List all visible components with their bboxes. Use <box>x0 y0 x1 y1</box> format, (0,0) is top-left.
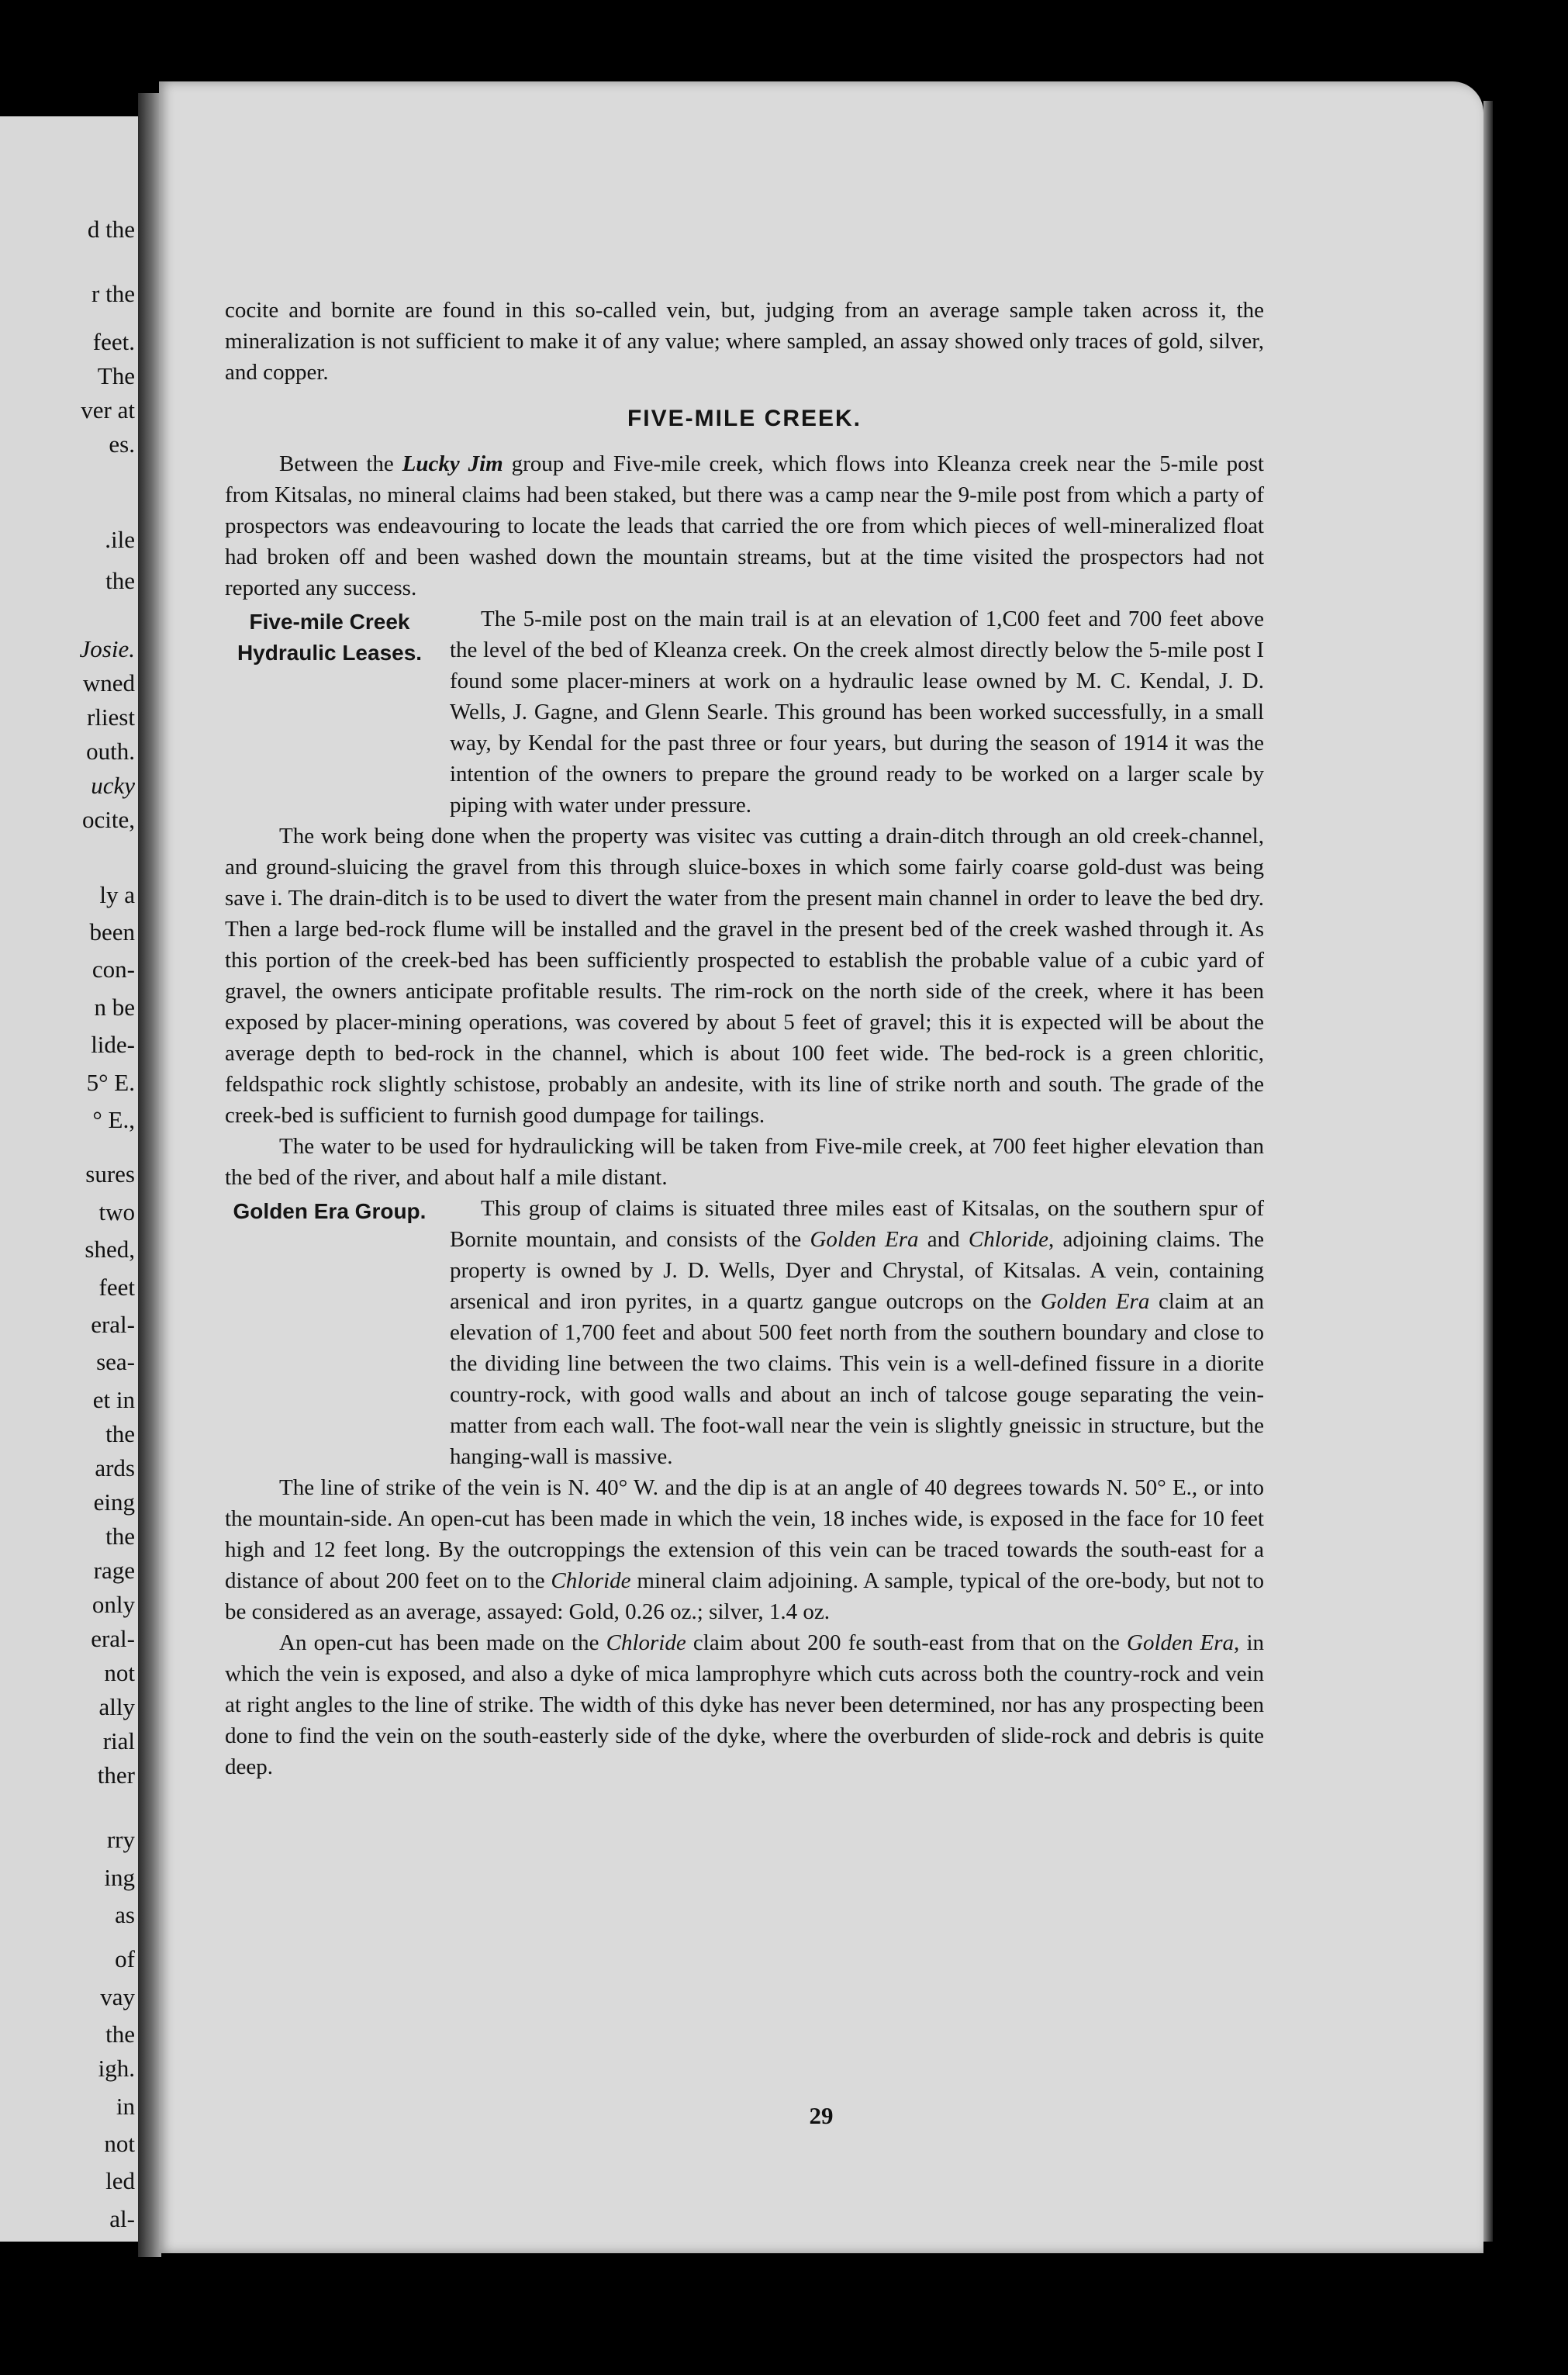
paragraph-open-cut <box>225 1627 1264 1782</box>
facing-page-fragment: feet. <box>92 327 135 355</box>
facing-page-fragment: con- <box>92 956 135 984</box>
facing-page-fragment: rial <box>102 1727 135 1754</box>
para5-a: This group of claims is situated three miles east of Kitsalas, on the southern spur of Bornite mountain, and consists of the <box>450 1196 1264 1252</box>
facing-page-fragment: only <box>92 1590 135 1618</box>
facing-page-fragment: not <box>104 1658 135 1686</box>
paragraph-hydraulic: The 5-mile post on the main trail is at an elevation of 1,C00 feet and 700 feet above the level of the bed of Kleanza creek. On the creek almost directly below the 5-mile post I found some placer-miners at work on a hydraulic lease owned by M. C. Kendal, J. D. Wells, J. Gagne, and Glenn Searle. This ground has been worked successfully, in a small way, by Kendal for the past three or four years, but during the season of 1914 it was the intention of the owners to prepare the ground ready to be worked on a larger scale by piping with water under pressure. <box>450 607 1264 818</box>
section-heading: FIVE-MILE CREEK. <box>627 406 862 431</box>
facing-page-fragment: Josie. <box>79 634 135 662</box>
facing-page-fragment: ards <box>95 1454 135 1481</box>
facing-page-fragment: not <box>104 2130 135 2157</box>
facing-page-fragment: eral- <box>91 1624 135 1652</box>
para5-i1: Golden Era <box>810 1227 919 1252</box>
facing-page-fragment: two <box>98 1198 135 1226</box>
facing-page-fragment: ally <box>98 1692 135 1720</box>
paragraph-strike <box>225 1472 1264 1627</box>
facing-page-fragment: the <box>105 1419 135 1447</box>
page-edge-shadow <box>1483 101 1493 2242</box>
para6-b: mineral claim adjoining. A sample, typical of the ore-body, but not to be considered as an average, assayed: Gold, 0.26 oz.; silver, 1.4 oz. <box>225 1568 1264 1624</box>
para7-i2: Golden Era <box>1127 1630 1235 1655</box>
sidehead-hydraulic-leases: Five-mile Creek Hydraulic Leases. <box>237 610 423 665</box>
facing-page-fragment: 5° E. <box>86 1068 135 1096</box>
page-text <box>225 295 1264 1782</box>
para5-i2: Chloride <box>968 1227 1049 1252</box>
facing-page-fragment: as <box>115 1901 135 1929</box>
para1-post: group and Five-mile creek, which flows into Kleanza creek near the 5-mile post from Kitsalas, no mineral claims had been staked, but there was a camp near the 9-mile post from which a party of prospectors was endeavouring to locate the leads that carried the ore from which pieces of well-mineralized float had broken off and been washed down the mountain streams, but at the time visited the prospectors had not reported any success. <box>225 451 1264 600</box>
facing-page-fragment: led <box>105 2167 135 2195</box>
golden-era-block <box>225 1193 1264 1472</box>
facing-page-fragment: feet <box>98 1273 135 1301</box>
hydraulic-leases-block <box>225 603 1264 821</box>
sidehead-golden-era: Golden Era Group. <box>233 1199 427 1223</box>
facing-page-fragment: ocite, <box>82 805 135 833</box>
para7-i1: Chloride <box>606 1630 686 1655</box>
facing-page-fragment: ° E., <box>92 1106 135 1133</box>
paragraph-water: The water to be used for hydraulicking will be taken from Five-mile creek, at 700 feet higher elevation than the bed of the river, and about half a mile distant. <box>225 1134 1264 1190</box>
facing-page-fragment: in <box>116 2092 135 2120</box>
facing-page-fragment: of <box>115 1945 135 1973</box>
facing-page-fragment: igh. <box>98 2055 135 2083</box>
facing-page-fragment: the <box>105 2021 135 2048</box>
para6-i: Chloride <box>551 1568 631 1593</box>
para7-a: An open-cut has been made on the <box>279 1630 606 1655</box>
facing-page-fragment: es. <box>109 430 135 458</box>
paragraph-golden-era <box>450 1193 1264 1472</box>
facing-page-fragment: r the <box>92 280 135 308</box>
para1-pre: Between the <box>279 451 402 476</box>
facing-page-fragment: outh. <box>86 737 135 765</box>
paragraph-work: The work being done when the property was visitec vas cutting a drain-ditch through an old creek-channel, and ground-sluicing the gravel from this through sluice-boxes in which some fairly coarse gold-dust was being save i. The drain-ditch is to be used to divert the water from the present main channel in order to leave the bed dry. Then a large bed-rock flume will be installed and the gravel in the present bed of the creek washed through it. As this portion of the creek-bed has been sufficiently prospected to establish the probable value of a cubic yard of gravel, the owners anticipate profitable results. The rim-rock on the north side of the creek, where it has been exposed by placer-mining operations, was covered by about 5 feet of gravel; this it is expected will be about the average depth to bed-rock in the channel, which is about 100 feet wide. The bed-rock is a green chloritic, feldspathic rock slightly schistose, probably an andesite, with its line of strike north and south. The grade of the creek-bed is sufficient to furnish good dumpage for tailings. <box>225 824 1264 1128</box>
facing-page-fragment: vay <box>100 1983 135 2010</box>
paragraph-lucky-jim <box>225 448 1264 603</box>
intro-paragraph: cocite and bornite are found in this so-called vein, but, judging from an average sample taken across it, the mineralization is not sufficient to make it of any value; where sampled, an assay showed only traces of gold, silver, and copper. <box>225 298 1264 385</box>
facing-page-fragment: eing <box>93 1488 135 1516</box>
page-number: 29 <box>809 2102 834 2129</box>
para1-italic: Lucky Jim <box>402 451 503 476</box>
facing-page-fragment: The <box>97 361 135 389</box>
facing-page-fragment: .ile <box>105 526 135 553</box>
para6-a: The line of strike of the vein is N. 40° W. and the dip is at an angle of 40 degrees towards N. 50° E., or into the mountain-side. An open-cut has been made in which the vein, 18 inches wide, is exposed in the face for 10 feet high and 12 feet long. By the outcroppings the extension of this vein can be traced towards the south-east for a distance of about 200 feet on to the <box>225 1475 1264 1593</box>
facing-page-fragment: n be <box>94 993 135 1021</box>
facing-page-fragment: ther <box>97 1761 135 1789</box>
para5-d: claim at an elevation of 1,700 feet and about 500 feet north from the southern boundary and close to the dividing line between the two claims. This vein is a well-defined fissure in a diorite country-rock, with good walls and about an inch of talcose gouge separating the vein-matter from each wall. The foot-wall near the vein is slightly gneissic in structure, but the hanging-wall is massive. <box>450 1289 1264 1469</box>
para7-c: , in which the vein is exposed, and also a dyke of mica lamprophyre which cuts across both the country-rock and vein at right angles to the line of strike. The width of this dyke has never been determined, nor has any prospecting been done to find the vein on the south-easterly side of the dyke, where the overburden of slide-rock and debris is quite deep. <box>225 1630 1265 1779</box>
facing-page-fragment: rliest <box>87 703 135 731</box>
facing-page-fragment: shed, <box>85 1236 135 1264</box>
facing-page-fragment: et in <box>92 1385 135 1413</box>
para5-b: and <box>918 1227 969 1252</box>
facing-page-fragment: ucky <box>91 771 135 799</box>
facing-page-strip <box>0 116 138 2242</box>
para7-b: claim about 200 fe south-east from that on the <box>686 1630 1128 1655</box>
facing-page-fragment: been <box>89 918 135 946</box>
facing-page-fragment: al- <box>109 2204 135 2232</box>
facing-page-fragment: wned <box>82 669 135 697</box>
facing-page-fragment: ly a <box>99 880 135 908</box>
facing-page-fragment: sures <box>85 1160 135 1188</box>
facing-page-fragment: rry <box>106 1826 135 1854</box>
facing-page-fragment: ing <box>104 1863 135 1891</box>
facing-page-fragment: ver at <box>81 396 135 423</box>
facing-page-fragment: the <box>105 1522 135 1550</box>
book-gutter <box>138 93 161 2257</box>
facing-page-fragment: d the <box>87 215 135 243</box>
para5-i3: Golden Era <box>1040 1289 1150 1314</box>
facing-page-fragment: the <box>105 566 135 594</box>
book-page <box>159 81 1483 2253</box>
para5-c: , adjoining claims. The property is owned by J. D. Wells, Dyer and Chrystal, of Kitsalas. A vein, containing arsenical and iron pyrites, in a quartz gangue outcrops on the <box>450 1227 1265 1314</box>
facing-page-fragment: eral- <box>91 1311 135 1338</box>
facing-page-fragment: sea- <box>96 1348 135 1376</box>
facing-page-fragment: lide- <box>91 1031 135 1059</box>
facing-page-fragment: rage <box>93 1556 135 1584</box>
